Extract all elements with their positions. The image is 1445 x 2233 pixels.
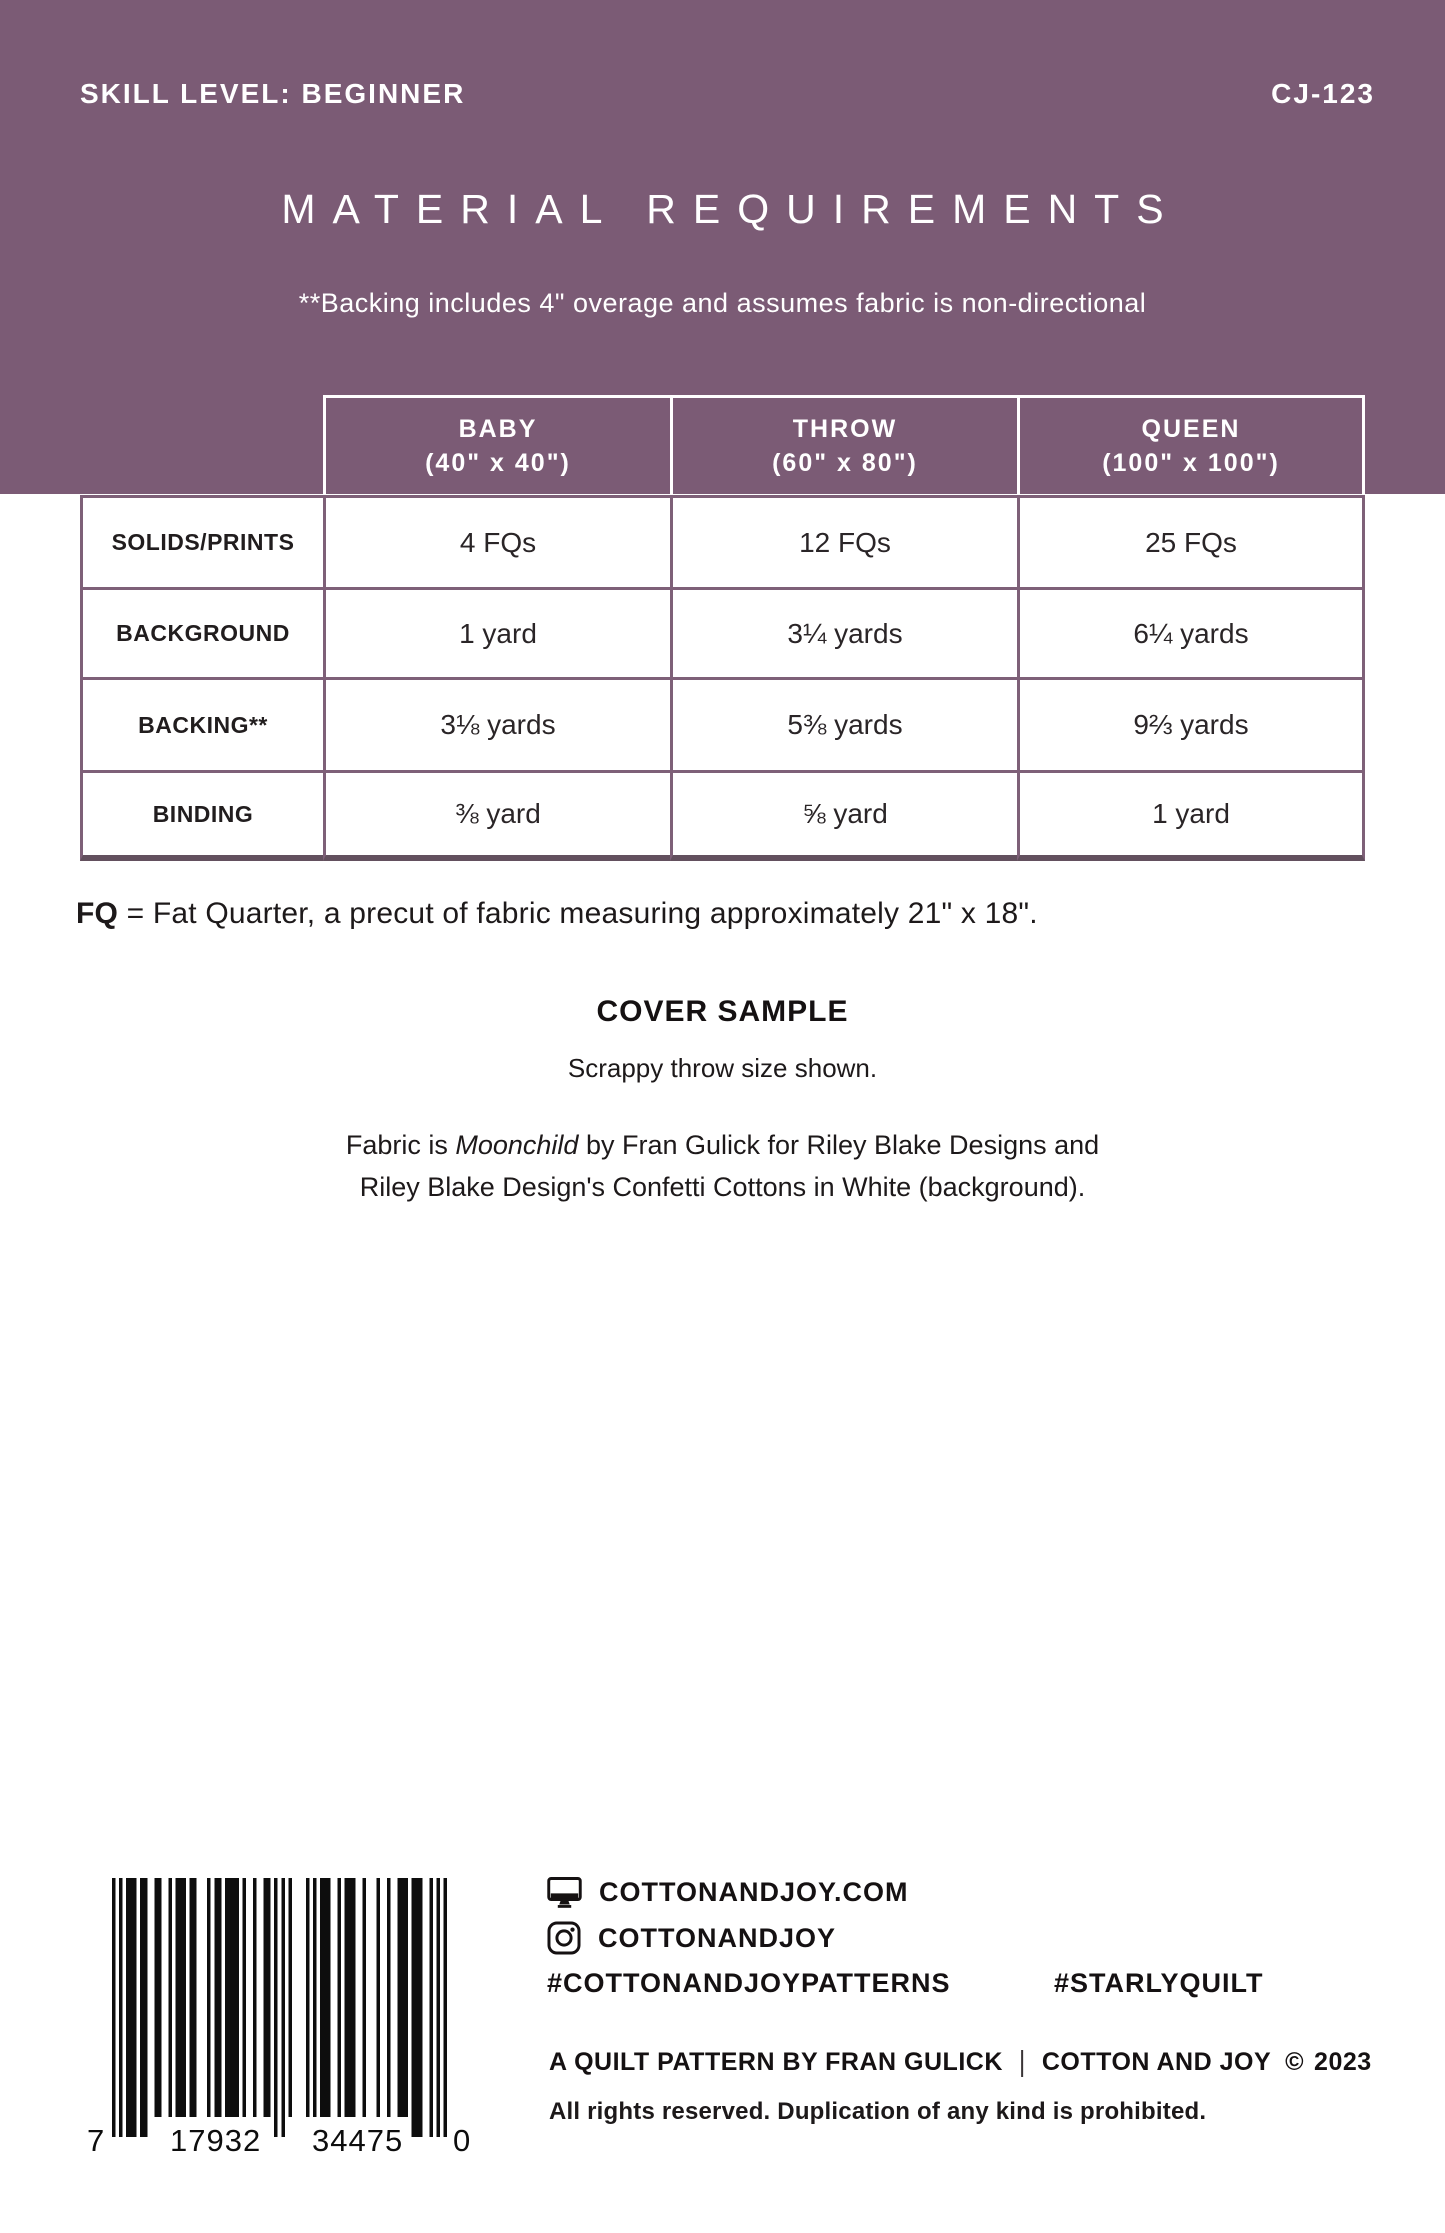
column-name: THROW: [792, 414, 898, 443]
cover-sample-heading: COVER SAMPLE: [596, 995, 849, 1028]
backing-note: **Backing includes 4" overage and assumes fabric is non-directional: [298, 288, 1147, 318]
pattern-code: CJ-123: [1271, 78, 1375, 109]
row-label-backing: BACKING**: [80, 677, 323, 770]
credit-author: A QUILT PATTERN BY FRAN GULICK: [549, 2048, 1003, 2076]
barcode-digit-check: 0: [453, 2123, 472, 2158]
fq-term: FQ: [76, 897, 119, 930]
instagram-icon: [547, 1921, 581, 1955]
credit-separator: |: [1018, 2045, 1026, 2079]
hashtag-patterns: #COTTONANDJOYPATTERNS: [547, 1968, 951, 1998]
table-cell: ⅜ yard: [323, 770, 670, 861]
credit-line: [549, 2045, 1372, 2079]
table-cell: 25 FQs: [1017, 495, 1365, 587]
fabric-credit-post: by Fran Gulick for Riley Blake Designs and: [578, 1130, 1100, 1160]
upc-barcode: [87, 1878, 482, 2158]
barcode-digit-group2: 34475: [312, 2123, 404, 2158]
table-cell: 9⅔ yards: [1017, 677, 1365, 770]
monitor-icon: [547, 1876, 582, 1909]
website-url: COTTONANDJOY.COM: [599, 1877, 909, 1907]
fq-definition-text: = Fat Quarter, a precut of fabric measuring approximately 21" x 18".: [118, 897, 1038, 930]
instagram-line: [547, 1921, 836, 1955]
page-title: MATERIAL REQUIREMENTS: [281, 186, 1181, 232]
column-name: BABY: [458, 414, 538, 443]
row-label-binding: BINDING: [80, 770, 323, 861]
table-corner-cell: [80, 395, 323, 495]
copyright-symbol: ©: [1285, 2048, 1305, 2076]
column-name: QUEEN: [1141, 414, 1241, 443]
column-header-baby: [323, 395, 670, 495]
barcode-bars: [112, 1878, 447, 2137]
credit-brand: COTTON AND JOY: [1041, 2048, 1272, 2076]
copyright-year: 2023: [1314, 2048, 1372, 2076]
fabric-credit-line2: Riley Blake Design's Confetti Cottons in White (background).: [359, 1172, 1086, 1202]
instagram-handle: COTTONANDJOY: [598, 1922, 837, 1953]
table-cell: 1 yard: [1017, 770, 1365, 861]
row-label-solids-prints: SOLIDS/PRINTS: [80, 495, 323, 587]
fq-definition: [76, 897, 1038, 931]
fabric-credit-pre: Fabric is: [345, 1130, 456, 1160]
rights-notice: All rights reserved. Duplication of any kind is prohibited.: [549, 2098, 1207, 2125]
table-cell: 3⅛ yards: [323, 677, 670, 770]
table-cell: 3¼ yards: [670, 587, 1017, 677]
barcode-digit-system: 7: [87, 2123, 106, 2158]
table-cell: 6¼ yards: [1017, 587, 1365, 677]
materials-table: [80, 395, 1365, 861]
table-cell: 5⅜ yards: [670, 677, 1017, 770]
table-cell: 12 FQs: [670, 495, 1017, 587]
skill-level-label: SKILL LEVEL: BEGINNER: [80, 78, 466, 109]
column-size: (40" x 40"): [425, 448, 571, 477]
column-header-queen: [1017, 395, 1365, 495]
fabric-credit-line1: [0, 1130, 1445, 1161]
column-header-throw: [670, 395, 1017, 495]
website-line: [547, 1876, 909, 1909]
cover-sample-subheading: Scrappy throw size shown.: [567, 1053, 878, 1083]
column-size: (100" x 100"): [1102, 448, 1280, 477]
hashtag-quilt: #STARLYQUILT: [1054, 1968, 1264, 1998]
barcode-digit-group1: 17932: [170, 2123, 262, 2158]
column-size: (60" x 80"): [772, 448, 918, 477]
row-label-background: BACKGROUND: [80, 587, 323, 677]
table-cell: 1 yard: [323, 587, 670, 677]
fabric-name: Moonchild: [455, 1130, 579, 1160]
table-cell: 4 FQs: [323, 495, 670, 587]
table-cell: ⅝ yard: [670, 770, 1017, 861]
